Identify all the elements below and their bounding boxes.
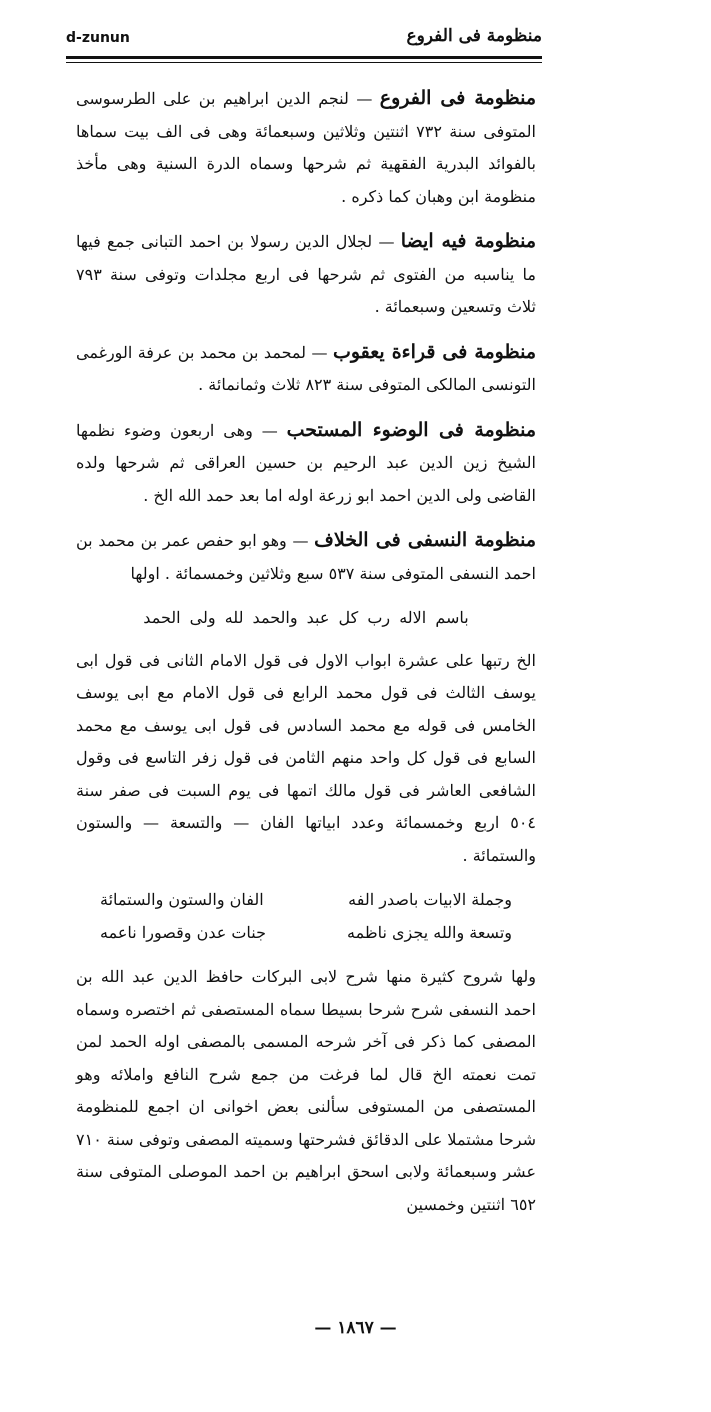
entry-text: — لنجم الدين ابراهيم بن على الطرسوسى المتوفى سنة ٧٣٢ اثنتين وثلاثين وسبعمائة وهى فى الف بيت سماها بالفوائد البدرية الفقهية ثم شرحها وسماه الدرة السنية وهى مأخذ منظومة ابن وهبان كما ذكره . — [76, 89, 537, 206]
entry-text: — لمحمد بن محمد بن عرفة الورغمى التونسى المالكى المتوفى سنة ٨٢٣ ثلاث وثمانمائة . — [76, 342, 536, 394]
header-rule-thick — [66, 56, 542, 59]
entry — [76, 336, 536, 402]
main-text — [76, 82, 536, 1233]
poem-block — [76, 884, 536, 949]
entry-title: منظومة النسفى فى الخلاف — [314, 529, 536, 551]
page-number: — ١٨٦٧ — — [314, 1318, 397, 1338]
entry-title: منظومة فيه ايضا — [400, 230, 536, 252]
hemistich-left: جنات عدن وقصورا ناعمه — [100, 922, 266, 942]
entry — [76, 225, 536, 324]
running-header — [66, 22, 542, 52]
entry-text: — وهى اربعون وضوء نظمها الشيخ زين الدين عبد الرحيم بن حسين العراقى ثم شرحها ولده القاضى ولى الدين احمد ابو زرعة اوله اما بعد حمد الله الخ . — [76, 420, 536, 505]
entry-text: — وهو ابو حفص عمر بن محمد بن احمد النسفى المتوفى سنة ٥٣٧ سبع وثلاثين وخمسمائة . اولها — [76, 531, 536, 583]
entry-title: منظومة فى قراءة يعقوب — [332, 340, 536, 363]
hemistich-right: وتسعة والله يجزى ناظمه — [347, 922, 512, 942]
entry — [76, 524, 536, 590]
entry-title: منظومة فى الفروع — [379, 87, 537, 109]
header-left: d-zunun — [66, 30, 130, 46]
poem-row — [100, 917, 512, 950]
entry-text: — لجلال الدين رسولا بن احمد التبانى جمع فيها ما يناسبه من الفتوى ثم شرحها فى اربع مجلدات وتوفى سنة ٧٩٣ ثلاث وتسعين وسبعمائة . — [76, 232, 536, 316]
poem-row — [100, 884, 512, 917]
entry — [76, 414, 536, 513]
paragraph: الخ رتبها على عشرة ابواب الاول فى قول الامام الثانى فى قول ابى يوسف الثالث فى قول محمد الرابع فى قول الامام مع ابى يوسف الخامس فى قوله مع محمد السادس فى قول ابى يوسف مع محمد السابع فى قول كل واحد منهم الثامن فى قول زفر التاسع فى وقول الشافعى العاشر فى قول مالك اتمها فى يوم السبت فى صفر سنة ٥٠٤ اربع وخمسمائة وعدد ابياتها الفان — والتسعة — والستون والستمائة . — [76, 650, 536, 865]
header-right: منظومة فى الفروع — [406, 26, 542, 46]
verse-line: باسم الاله رب كل عبد والحمد لله ولى الحمد — [143, 608, 469, 627]
hemistich-left: الفان والستون والستمائة — [100, 890, 264, 909]
entry — [76, 82, 536, 213]
header-rule-thin — [66, 62, 542, 63]
hemistich-right: وجملة الابيات باصدر الفه — [348, 890, 512, 909]
paragraph: ولها شروح كثيرة منها شرح لابى البركات حافظ الدين عبد الله بن احمد النسفى شرح شرحا بسيطا سماه المستصفى ثم اختصره وسماه المصفى كما ذكر فى آخر شرحه المسمى بالمصفى اوله الحمد لمن تمت نعمته الخ قال لما فرغت من جمع شرح النافع واملائه وهو المستصفى من المستوفى سألنى بعض اخوانى ان اجمع للمنظومة شرحا مشتملا على الدقائق فشرحتها وسميته المصفى وتوفى سنة ٧١٠ عشر وسبعمائة ولابى اسحق ابراهيم بن احمد الموصلى المتوفى سنة ٦٥٢ اثنتين وخمسين — [76, 967, 537, 1214]
entry-title: منظومة فى الوضوء المستحب — [286, 418, 536, 441]
